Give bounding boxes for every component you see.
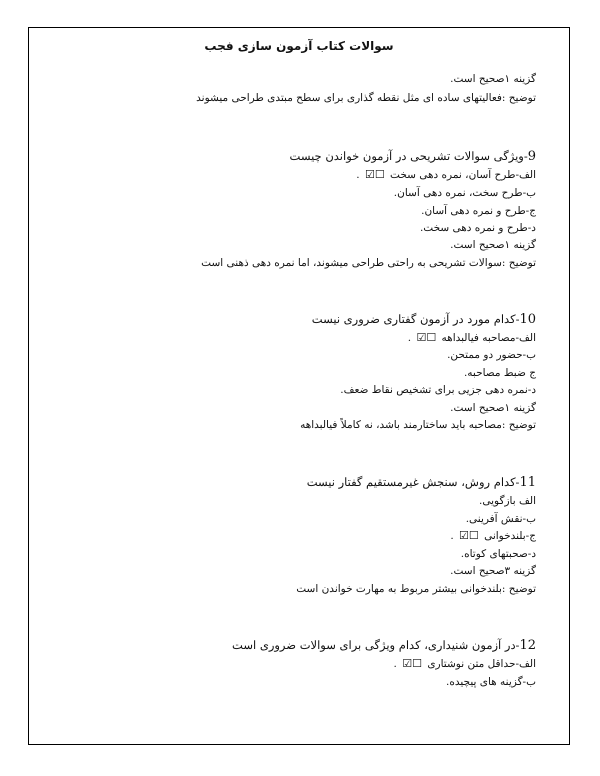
page-title: سوالات کتاب آزمون سازی فجب xyxy=(204,39,394,53)
option-a xyxy=(394,657,536,671)
option-c xyxy=(450,529,536,543)
option-text: الف-طرح آسان، نمره دهی سخت xyxy=(390,169,536,181)
option-b: ب-حضور دو ممتحن. xyxy=(447,349,536,361)
answer-line: گزینه ۳صحیح است. xyxy=(450,565,536,577)
option-c: ج-طرح و نمره دهی آسان. xyxy=(421,205,536,217)
question-9 xyxy=(290,149,536,164)
question-10 xyxy=(312,312,536,327)
question-12 xyxy=(232,638,536,653)
explanation-line: توضیح :بلندخوانی بیشتر مربوط به مهارت خواندن است xyxy=(296,583,536,595)
option-end: . xyxy=(450,530,454,542)
checked-box-icon: ☐☑ xyxy=(459,529,479,542)
option-b: ب-گزینه های پیچیده. xyxy=(446,676,536,688)
question-text: -در آزمون شنیداری، کدام ویژگی برای سوالات ضروری است xyxy=(232,638,520,652)
option-text: ج-بلندخوانی xyxy=(484,530,536,542)
question-number: 10 xyxy=(519,312,536,327)
option-text: الف-حداقل متن نوشتاری xyxy=(427,658,536,670)
checked-box-icon: ☐☑ xyxy=(364,168,385,181)
checked-box-icon: ☐☑ xyxy=(416,331,437,344)
option-a xyxy=(356,168,536,182)
option-d: د-طرح و نمره دهی سخت. xyxy=(419,222,536,234)
question-text: -ویژگی سوالات تشریحی در آزمون خواندن چیست xyxy=(289,149,528,163)
intro-explanation: توضیح :فعالیتهای ساده ای مثل نقطه گذاری برای سطح مبتدی طراحی میشوند xyxy=(196,92,536,104)
explanation-line: توضیح :مصاحبه باید ساختارمند باشد، نه کاملاً فیالبداهه xyxy=(300,419,536,431)
question-number: 12 xyxy=(519,638,536,653)
option-end: . xyxy=(407,332,412,344)
intro-answer: گزینه ۱صحیح است. xyxy=(450,73,536,85)
question-number: 9 xyxy=(527,149,536,164)
answer-line: گزینه ۱صحیح است. xyxy=(450,402,536,414)
option-end: . xyxy=(393,658,397,670)
option-text: الف-مصاحبه فیالبداهه xyxy=(441,332,536,344)
question-11 xyxy=(307,475,536,490)
option-b: ب-طرح سخت، نمره دهی آسان. xyxy=(393,187,536,199)
option-a xyxy=(408,331,536,345)
answer-line: گزینه ۱صحیح است. xyxy=(450,239,536,251)
option-d: د-نمره دهی جزیی برای تشخیص نقاط ضعف. xyxy=(340,384,536,396)
explanation-line: توضیح :سوالات تشریحی به راحتی طراحی میشوند، اما نمره دهی ذهنی است xyxy=(201,257,536,269)
option-end: . xyxy=(356,169,360,181)
checked-box-icon: ☐☑ xyxy=(402,657,422,670)
question-text: -کدام روش، سنجش غیرمستقیم گفتار نیست xyxy=(306,475,520,489)
option-c: ج ضبط مصاحبه. xyxy=(463,367,536,379)
question-text: -کدام مورد در آزمون گفتاری ضروری نیست xyxy=(311,312,520,326)
option-d: د-صحبتهای کوتاه. xyxy=(460,548,536,560)
option-a: الف بازگویی. xyxy=(479,495,536,507)
option-b: ب-نقش آفرینی. xyxy=(465,513,536,525)
question-number: 11 xyxy=(519,475,536,490)
